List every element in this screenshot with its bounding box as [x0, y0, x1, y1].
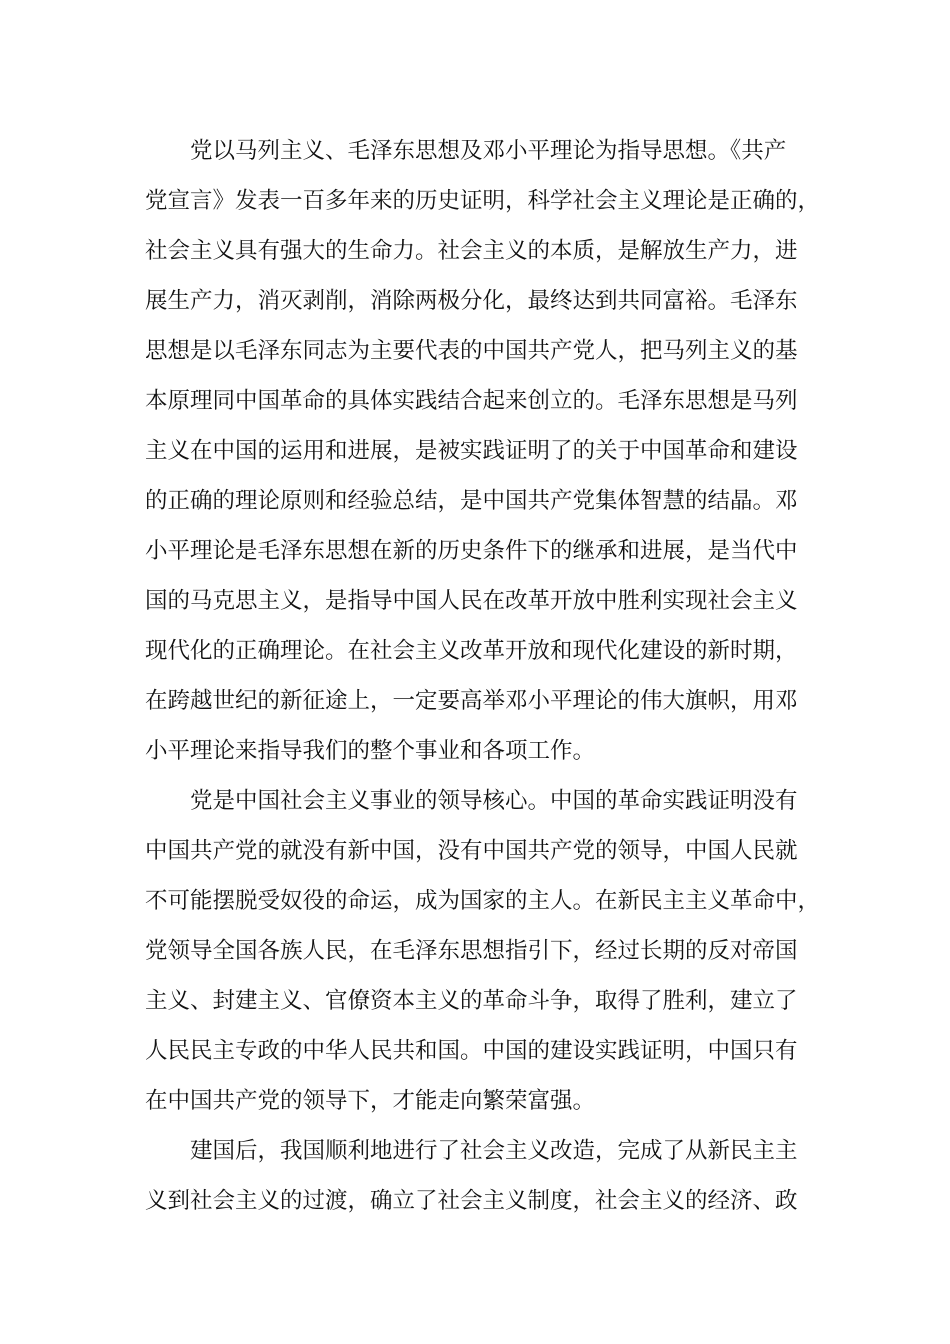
text-line: 的正确的理论原则和经验总结，是中国共产党集体智慧的结晶。邓 — [145, 488, 798, 514]
text-line: 在中国共产党的领导下，才能走向繁荣富强。 — [145, 1088, 596, 1114]
text-line: 不可能摆脱受奴役的命运，成为国家的主人。在新民主主义革命中， — [145, 888, 821, 914]
text-line: 小平理论是毛泽东思想在新的历史条件下的继承和进展，是当代中 — [145, 538, 798, 564]
text-line: 中国共产党的就没有新中国，没有中国共产党的领导，中国人民就 — [145, 838, 798, 864]
text-line: 展生产力，消灭剥削，消除两极分化，最终达到共同富裕。毛泽东 — [145, 288, 798, 314]
text-line: 现代化的正确理论。在社会主义改革开放和现代化建设的新时期， — [145, 638, 798, 664]
text-line: 在跨越世纪的新征途上，一定要高举邓小平理论的伟大旗帜，用邓 — [145, 688, 798, 714]
text-line: 社会主义具有强大的生命力。社会主义的本质，是解放生产力，进 — [145, 238, 798, 264]
text-line: 党领导全国各族人民，在毛泽东思想指引下，经过长期的反对帝国 — [145, 938, 798, 964]
text-line: 国的马克思主义，是指导中国人民在改革开放中胜利实现社会主义 — [145, 588, 798, 614]
text-line: 小平理论来指导我们的整个事业和各项工作。 — [145, 738, 596, 764]
text-line: 党是中国社会主义事业的领导核心。中国的革命实践证明没有 — [190, 788, 798, 814]
text-line: 义到社会主义的过渡，确立了社会主义制度，社会主义的经济、政 — [145, 1188, 798, 1214]
paragraph-1 — [145, 126, 825, 776]
paragraph-3 — [145, 1126, 825, 1226]
text-line: 思想是以毛泽东同志为主要代表的中国共产党人，把马列主义的基 — [145, 338, 798, 364]
document-body — [145, 126, 825, 1226]
text-line: 主义、封建主义、官僚资本主义的革命斗争，取得了胜利，建立了 — [145, 988, 798, 1014]
text-line: 人民民主专政的中华人民共和国。中国的建设实践证明，中国只有 — [145, 1038, 798, 1064]
text-line: 建国后，我国顺利地进行了社会主义改造，完成了从新民主主 — [190, 1138, 798, 1164]
text-line: 本原理同中国革命的具体实践结合起来创立的。毛泽东思想是马列 — [145, 388, 798, 414]
paragraph-2 — [145, 776, 825, 1126]
text-line: 党宣言》发表一百多年来的历史证明，科学社会主义理论是正确的， — [145, 188, 821, 214]
text-line: 主义在中国的运用和进展，是被实践证明了的关于中国革命和建设 — [145, 438, 798, 464]
text-line: 党以马列主义、毛泽东思想及邓小平理论为指导思想。《共产 — [190, 138, 787, 164]
